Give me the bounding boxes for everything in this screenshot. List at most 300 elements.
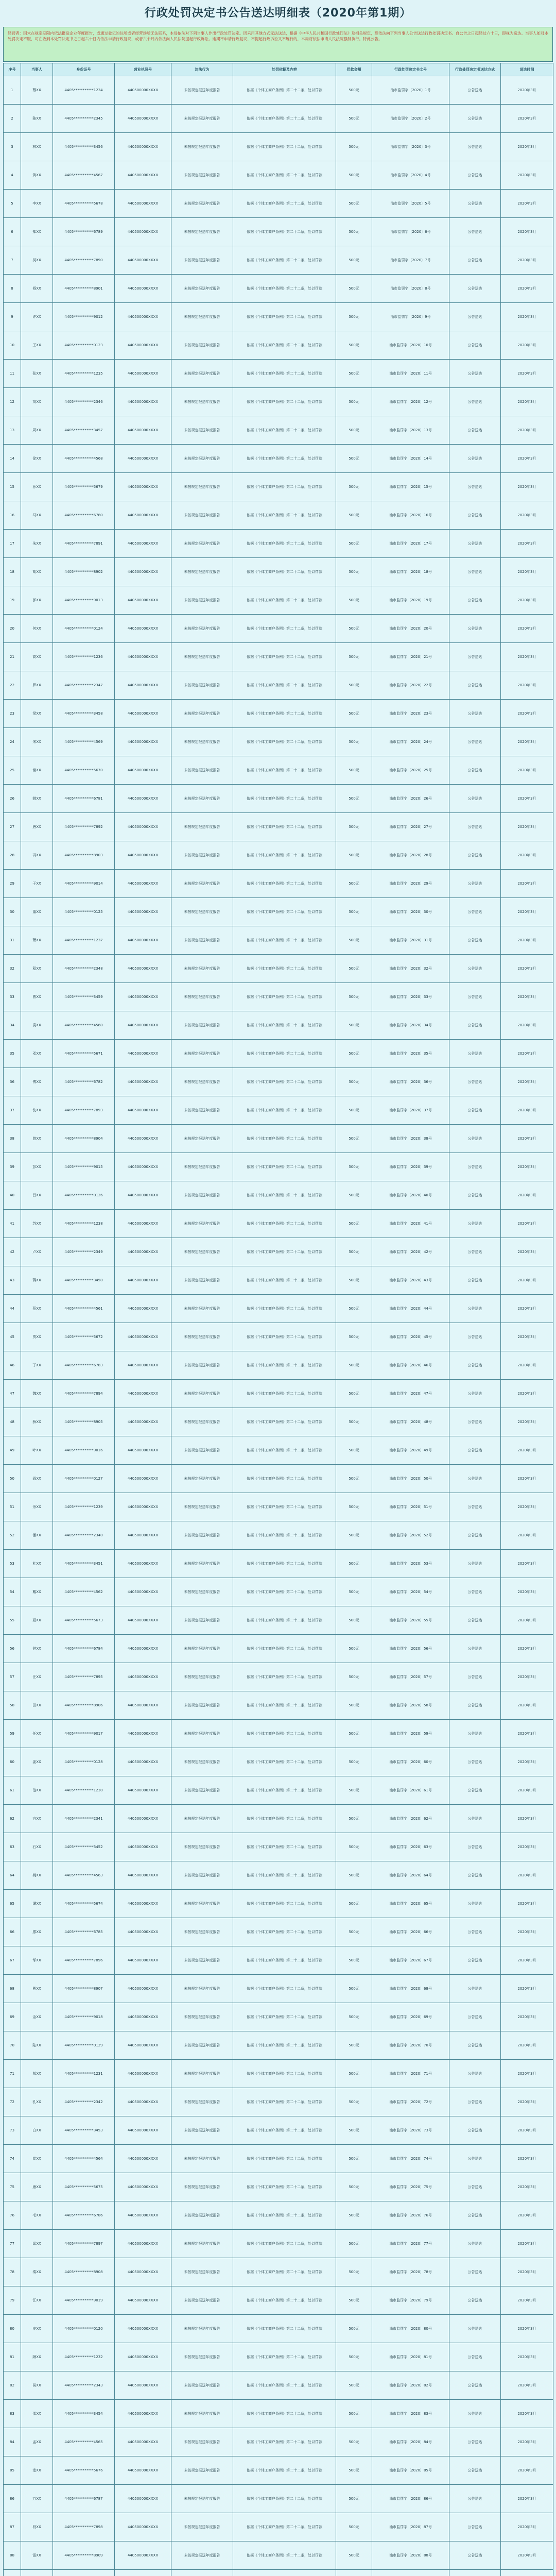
table-cell: 白XX <box>21 2116 53 2145</box>
table-cell: 500元 <box>336 2485 372 2513</box>
table-cell: 2020年3月 <box>501 1720 553 1748</box>
table-cell: 440500000XXXX <box>115 1720 171 1748</box>
table-row <box>4 1181 553 1210</box>
table-cell: 未按规定报送年度报告 <box>171 2343 233 2371</box>
table-cell: 汕市监罚字〔2020〕86号 <box>372 2485 449 2513</box>
table-cell: 2020年3月 <box>501 700 553 728</box>
table-cell: 马XX <box>21 501 53 530</box>
table-cell: 公告送达 <box>449 1918 501 1946</box>
table-cell: 56 <box>4 1635 21 1663</box>
table-cell: 依据《个体工商户条例》第二十二条，处以罚款 <box>233 388 336 416</box>
table-cell: 公告送达 <box>449 501 501 530</box>
table-cell: 公告送达 <box>449 671 501 700</box>
table-cell: 依据《个体工商户条例》第二十二条，处以罚款 <box>233 1125 336 1153</box>
table-cell: 2020年3月 <box>501 1068 553 1096</box>
table-row <box>4 1833 553 1861</box>
table-cell: 依据《个体工商户条例》第二十二条，处以罚款 <box>233 1635 336 1663</box>
table-cell: 未按规定报送年度报告 <box>171 1578 233 1606</box>
column-header: 处罚依据及内容 <box>233 63 336 76</box>
table-cell: 汕市监罚字〔2020〕88号 <box>372 2541 449 2570</box>
table-cell: 4405***********4568 <box>53 445 115 473</box>
table-row <box>4 2343 553 2371</box>
table-cell: 依据《个体工商户条例》第二十二条，处以罚款 <box>233 1606 336 1635</box>
table-cell: 吕XX <box>21 1181 53 1210</box>
table-cell: 袁XX <box>21 1011 53 1040</box>
table-cell: 汕市监罚字〔2020〕11号 <box>372 360 449 388</box>
table-cell: 440500000XXXX <box>115 388 171 416</box>
table-cell: 孔XX <box>21 2088 53 2116</box>
table-cell: 依据《个体工商户条例》第二十二条，处以罚款 <box>233 2541 336 2570</box>
table-cell: 丁XX <box>21 1351 53 1380</box>
table-cell: 公告送达 <box>449 331 501 360</box>
table-cell: 张XX <box>21 360 53 388</box>
table-cell: 440500000XXXX <box>115 501 171 530</box>
table-cell: 依据《个体工商户条例》第二十二条，处以罚款 <box>233 2201 336 2230</box>
table-cell: 4405***********9019 <box>53 2286 115 2315</box>
table-row <box>4 1550 553 1578</box>
table-cell: 汕市监罚字〔2020〕41号 <box>372 1210 449 1238</box>
table-cell: 1 <box>4 76 21 105</box>
table-cell: 公告送达 <box>449 1465 501 1493</box>
table-cell: 12 <box>4 388 21 416</box>
table-cell: 汕市监罚字〔2020〕51号 <box>372 1493 449 1521</box>
table-cell: 公告送达 <box>449 1493 501 1521</box>
table-cell: 440500000XXXX <box>115 1408 171 1436</box>
table-cell: 440500000XXXX <box>115 1125 171 1153</box>
table-row <box>4 1323 553 1351</box>
table-cell: 2020年3月 <box>501 1776 553 1805</box>
table-cell: 依据《个体工商户条例》第二十二条，处以罚款 <box>233 2371 336 2400</box>
table-cell: 500元 <box>336 756 372 785</box>
table-row <box>4 1578 553 1606</box>
table-cell: 500元 <box>336 1068 372 1096</box>
table-cell: 5 <box>4 190 21 218</box>
table-cell: 53 <box>4 1550 21 1578</box>
table-cell: 440500000XXXX <box>115 2173 171 2201</box>
table-cell <box>21 2570 53 2576</box>
table-cell: 公告送达 <box>449 1096 501 1125</box>
table-cell: 500元 <box>336 2286 372 2315</box>
column-header: 违法行为 <box>171 63 233 76</box>
table-cell: 公告送达 <box>449 558 501 586</box>
table-cell: 500元 <box>336 190 372 218</box>
table-cell: 未按规定报送年度报告 <box>171 246 233 275</box>
table-cell: 440500000XXXX <box>115 1776 171 1805</box>
table-cell: 依据《个体工商户条例》第二十二条，处以罚款 <box>233 1380 336 1408</box>
table-cell: 王XX <box>21 331 53 360</box>
table-cell: 依据《个体工商户条例》第二十二条，处以罚款 <box>233 1465 336 1493</box>
table-cell: 500元 <box>336 360 372 388</box>
table-cell: 4405***********0127 <box>53 1465 115 1493</box>
table-cell: 姜XX <box>21 1748 53 1776</box>
table-row <box>4 955 553 983</box>
table-cell: 未按规定报送年度报告 <box>171 615 233 643</box>
table-row <box>4 2258 553 2286</box>
table-cell: 4405***********2346 <box>53 388 115 416</box>
table-cell: 汕市监罚字〔2020〕9号 <box>372 303 449 331</box>
table-cell: 2020年3月 <box>501 275 553 303</box>
table-cell: 梁XX <box>21 700 53 728</box>
table-cell: 汕市监罚字〔2020〕40号 <box>372 1181 449 1210</box>
table-cell: 公告送达 <box>449 161 501 190</box>
table-cell: 500元 <box>336 303 372 331</box>
table-cell: 440500000XXXX <box>115 1975 171 2003</box>
table-cell: 440500000XXXX <box>115 898 171 926</box>
table-cell: 依据《个体工商户条例》第二十二条，处以罚款 <box>233 728 336 756</box>
table-cell: 500元 <box>336 246 372 275</box>
table-cell: 500元 <box>336 2173 372 2201</box>
table-cell: 阎XX <box>21 1465 53 1493</box>
table-cell: 4405***********5670 <box>53 756 115 785</box>
table-cell: 依据《个体工商户条例》第二十二条，处以罚款 <box>233 1266 336 1295</box>
table-row <box>4 2485 553 2513</box>
table-cell: 郑XX <box>21 218 53 246</box>
table-cell: 公告送达 <box>449 416 501 445</box>
table-cell: 41 <box>4 1210 21 1238</box>
table-cell: 公告送达 <box>449 388 501 416</box>
table-row <box>4 246 553 275</box>
table-cell: 邓XX <box>21 1040 53 1068</box>
table-cell: 440500000XXXX <box>115 416 171 445</box>
table-cell: 2020年3月 <box>501 2230 553 2258</box>
table-cell: 汕市监罚字〔2020〕36号 <box>372 1068 449 1096</box>
table-cell: 2020年3月 <box>501 1351 553 1380</box>
table-cell: 440500000XXXX <box>115 133 171 161</box>
table-cell: 4405***********2340 <box>53 1521 115 1550</box>
table-cell: 依据《个体工商户条例》第二十二条，处以罚款 <box>233 1493 336 1521</box>
table-cell: 公告送达 <box>449 870 501 898</box>
table-cell: 2020年3月 <box>501 615 553 643</box>
column-header: 序号 <box>4 63 21 76</box>
table-cell <box>336 2570 372 2576</box>
table-cell: 440500000XXXX <box>115 1521 171 1550</box>
table-cell: 4405***********6780 <box>53 501 115 530</box>
table-cell: 500元 <box>336 1748 372 1776</box>
table-cell: 胡XX <box>21 558 53 586</box>
table-cell: 谭XX <box>21 1890 53 1918</box>
table-row <box>4 2513 553 2541</box>
table-cell: 4405***********6789 <box>53 218 115 246</box>
table-cell: 440500000XXXX <box>115 785 171 813</box>
table-cell: 30 <box>4 898 21 926</box>
table-cell: 依据《个体工商户条例》第二十二条，处以罚款 <box>233 2173 336 2201</box>
table-cell: 500元 <box>336 785 372 813</box>
table-cell: 公告送达 <box>449 898 501 926</box>
table-cell: 汕市监罚字〔2020〕30号 <box>372 898 449 926</box>
table-cell: 77 <box>4 2230 21 2258</box>
table-cell: 500元 <box>336 1351 372 1380</box>
table-cell: 75 <box>4 2173 21 2201</box>
table-cell: 公告送达 <box>449 841 501 870</box>
table-cell: 59 <box>4 1720 21 1748</box>
table-cell: 2020年3月 <box>501 2088 553 2116</box>
table-cell: 24 <box>4 728 21 756</box>
table-cell: 公告送达 <box>449 926 501 955</box>
table-cell: 汕市监罚字〔2020〕72号 <box>372 2088 449 2116</box>
table-cell: 500元 <box>336 1691 372 1720</box>
table-cell: 未按规定报送年度报告 <box>171 1493 233 1521</box>
table-cell: 未按规定报送年度报告 <box>171 671 233 700</box>
table-cell: 14 <box>4 445 21 473</box>
table-cell: 2020年3月 <box>501 926 553 955</box>
table-cell: 依据《个体工商户条例》第二十二条，处以罚款 <box>233 1975 336 2003</box>
table-cell: 史XX <box>21 2315 53 2343</box>
table-cell: 45 <box>4 1323 21 1351</box>
table-cell: 2020年3月 <box>501 1096 553 1125</box>
table-cell: 未按规定报送年度报告 <box>171 1380 233 1408</box>
table-row <box>4 700 553 728</box>
table-cell: 500元 <box>336 671 372 700</box>
table-cell: 4405***********1234 <box>53 76 115 105</box>
table-cell: 汕市监罚字〔2020〕34号 <box>372 1011 449 1040</box>
table-cell: 曹XX <box>21 983 53 1011</box>
table-cell <box>233 2570 336 2576</box>
table-cell: 500元 <box>336 926 372 955</box>
table-cell: 2020年3月 <box>501 1436 553 1465</box>
table-cell: 4405***********1230 <box>53 1776 115 1805</box>
table-cell: 未按规定报送年度报告 <box>171 2173 233 2201</box>
table-cell: 未按规定报送年度报告 <box>171 1720 233 1748</box>
table-cell: 公告送达 <box>449 2003 501 2031</box>
table-cell: 汕市监罚字〔2020〕63号 <box>372 1833 449 1861</box>
table-cell: 440500000XXXX <box>115 983 171 1011</box>
table-cell: 83 <box>4 2400 21 2428</box>
table-row <box>4 671 553 700</box>
table-cell: 440500000XXXX <box>115 1351 171 1380</box>
table-cell: 公告送达 <box>449 1521 501 1550</box>
table-cell: 顾XX <box>21 2343 53 2371</box>
table-cell: 未按规定报送年度报告 <box>171 2371 233 2400</box>
table-cell: 依据《个体工商户条例》第二十二条，处以罚款 <box>233 955 336 983</box>
table-row <box>4 2570 553 2576</box>
table-cell: 2020年3月 <box>501 2513 553 2541</box>
table-cell: 500元 <box>336 1238 372 1266</box>
table-cell: 4405***********8903 <box>53 841 115 870</box>
table-cell: 34 <box>4 1011 21 1040</box>
table-cell: 65 <box>4 1890 21 1918</box>
table-cell: 4405***********9017 <box>53 1720 115 1748</box>
table-cell: 4405***********4560 <box>53 1011 115 1040</box>
table-cell: 81 <box>4 2343 21 2371</box>
table-cell: 未按规定报送年度报告 <box>171 1946 233 1975</box>
table-cell: 440500000XXXX <box>115 218 171 246</box>
table-cell: 4405***********6787 <box>53 2485 115 2513</box>
table-cell: 潘XX <box>21 1521 53 1550</box>
table-cell: 2020年3月 <box>501 2060 553 2088</box>
table-cell: 蒋XX <box>21 1266 53 1295</box>
table-cell: 500元 <box>336 2116 372 2145</box>
table-cell: 17 <box>4 530 21 558</box>
column-header: 行政处罚决定书送达方式 <box>449 63 501 76</box>
table-cell: 依据《个体工商户条例》第二十二条，处以罚款 <box>233 1776 336 1805</box>
table-row <box>4 530 553 558</box>
table-cell: 公告送达 <box>449 756 501 785</box>
table-cell: 47 <box>4 1380 21 1408</box>
table-cell: 500元 <box>336 2400 372 2428</box>
table-cell: 500元 <box>336 1521 372 1550</box>
table-cell: 汕市监罚字〔2020〕16号 <box>372 501 449 530</box>
table-row <box>4 360 553 388</box>
table-cell: 2020年3月 <box>501 445 553 473</box>
column-header: 罚款金额 <box>336 63 372 76</box>
table-cell: 叶XX <box>21 1436 53 1465</box>
table-cell: 公告送达 <box>449 1805 501 1833</box>
table-row <box>4 1805 553 1833</box>
table-cell: 4405***********4562 <box>53 1578 115 1606</box>
table-cell: 63 <box>4 1833 21 1861</box>
table-cell: 440500000XXXX <box>115 105 171 133</box>
table-cell: 440500000XXXX <box>115 1550 171 1578</box>
table-cell: 未按规定报送年度报告 <box>171 1125 233 1153</box>
table-cell: 公告送达 <box>449 218 501 246</box>
table-cell: 汕市监罚字〔2020〕77号 <box>372 2230 449 2258</box>
table-cell: 未按规定报送年度报告 <box>171 2088 233 2116</box>
table-cell: 4405***********6786 <box>53 2201 115 2230</box>
table-cell: 依据《个体工商户条例》第二十二条，处以罚款 <box>233 898 336 926</box>
table-cell: 440500000XXXX <box>115 2060 171 2088</box>
table-cell: 440500000XXXX <box>115 615 171 643</box>
table-row <box>4 2201 553 2230</box>
table-cell: 2020年3月 <box>501 1833 553 1861</box>
table-cell: 汕市监罚字〔2020〕80号 <box>372 2315 449 2343</box>
table-cell: 440500000XXXX <box>115 161 171 190</box>
table-cell: 李XX <box>21 190 53 218</box>
table-cell: 84 <box>4 2428 21 2456</box>
table-cell: 43 <box>4 1266 21 1295</box>
table-cell: 未按规定报送年度报告 <box>171 2400 233 2428</box>
table-cell: 依据《个体工商户条例》第二十二条，处以罚款 <box>233 2258 336 2286</box>
table-row <box>4 1380 553 1408</box>
table-cell: 公告送达 <box>449 2286 501 2315</box>
table-cell: 沈XX <box>21 1096 53 1125</box>
table-cell: 440500000XXXX <box>115 2456 171 2485</box>
table-cell: 傅XX <box>21 1068 53 1096</box>
table-cell: 未按规定报送年度报告 <box>171 530 233 558</box>
table-cell: 公告送达 <box>449 2428 501 2456</box>
table-cell: 汕市监罚字〔2020〕52号 <box>372 1521 449 1550</box>
table-cell: 76 <box>4 2201 21 2230</box>
table-cell: 汕市监罚字〔2020〕47号 <box>372 1380 449 1408</box>
table-cell: 4405***********7898 <box>53 2513 115 2541</box>
table-cell: 2020年3月 <box>501 1861 553 1890</box>
table-cell: 4405***********2349 <box>53 1238 115 1266</box>
table-cell: 熊XX <box>21 1975 53 2003</box>
table-cell: 440500000XXXX <box>115 1295 171 1323</box>
table-cell: 依据《个体工商户条例》第二十二条，处以罚款 <box>233 1351 336 1380</box>
table-cell: 440500000XXXX <box>115 671 171 700</box>
table-cell: 500元 <box>336 530 372 558</box>
table-cell: 郝XX <box>21 2060 53 2088</box>
table-cell: 汕市监罚字〔2020〕67号 <box>372 1946 449 1975</box>
table-cell: 440500000XXXX <box>115 1861 171 1890</box>
table-cell: 谢XX <box>21 756 53 785</box>
table-cell: 4405***********8901 <box>53 275 115 303</box>
table-row <box>4 785 553 813</box>
table-cell: 2020年3月 <box>501 190 553 218</box>
table-cell: 未按规定报送年度报告 <box>171 218 233 246</box>
table-header <box>4 63 553 76</box>
table-cell: 440500000XXXX <box>115 1918 171 1946</box>
table-cell: 未按规定报送年度报告 <box>171 1210 233 1238</box>
table-cell: 500元 <box>336 1295 372 1323</box>
table-cell: 440500000XXXX <box>115 1663 171 1691</box>
table-cell: 44 <box>4 1295 21 1323</box>
table-cell: 500元 <box>336 2541 372 2570</box>
table-cell <box>171 2570 233 2576</box>
table-cell: 500元 <box>336 983 372 1011</box>
table-cell: 440500000XXXX <box>115 756 171 785</box>
table-cell: 汕市监罚字〔2020〕21号 <box>372 643 449 671</box>
table-cell: 4405***********3459 <box>53 983 115 1011</box>
table-cell: 440500000XXXX <box>115 2258 171 2286</box>
table-cell: 2020年3月 <box>501 558 553 586</box>
table-cell: 440500000XXXX <box>115 2145 171 2173</box>
table-cell: 依据《个体工商户条例》第二十二条，处以罚款 <box>233 218 336 246</box>
table-cell: 依据《个体工商户条例》第二十二条，处以罚款 <box>233 2513 336 2541</box>
table-cell: 依据《个体工商户条例》第二十二条，处以罚款 <box>233 275 336 303</box>
table-row <box>4 1720 553 1748</box>
table-cell: 4405***********1239 <box>53 1493 115 1521</box>
table-cell: 汕市监罚字〔2020〕69号 <box>372 2003 449 2031</box>
table-cell: 依据《个体工商户条例》第二十二条，处以罚款 <box>233 671 336 700</box>
table-cell: 4405***********0128 <box>53 1748 115 1776</box>
table-row <box>4 331 553 360</box>
table-cell: 500元 <box>336 2456 372 2485</box>
table-cell: 2 <box>4 105 21 133</box>
table-cell: 500元 <box>336 1720 372 1748</box>
table-cell: 公告送达 <box>449 1238 501 1266</box>
table-cell: 440500000XXXX <box>115 275 171 303</box>
table-cell: 2020年3月 <box>501 2315 553 2343</box>
table-row <box>4 2145 553 2173</box>
table-cell: 2020年3月 <box>501 2400 553 2428</box>
table-cell: 朱XX <box>21 530 53 558</box>
table-cell: 汕市监罚字〔2020〕44号 <box>372 1295 449 1323</box>
table-row <box>4 2031 553 2060</box>
table-cell: 汕市监罚字〔2020〕65号 <box>372 1890 449 1918</box>
table-cell: 未按规定报送年度报告 <box>171 105 233 133</box>
table-cell: 邵XX <box>21 2400 53 2428</box>
table-cell: 汕市监罚字〔2020〕73号 <box>372 2116 449 2145</box>
table-cell: 公告送达 <box>449 246 501 275</box>
table-cell: 钟XX <box>21 1635 53 1663</box>
table-cell: 未按规定报送年度报告 <box>171 1181 233 1210</box>
table-cell: 依据《个体工商户条例》第二十二条，处以罚款 <box>233 2031 336 2060</box>
table-cell: 78 <box>4 2258 21 2286</box>
table-cell: 范XX <box>21 1776 53 1805</box>
table-cell: 22 <box>4 671 21 700</box>
table-cell: 500元 <box>336 870 372 898</box>
table-cell: 4405***********8909 <box>53 2541 115 2570</box>
table-cell: 金XX <box>21 2003 53 2031</box>
table-cell: 未按规定报送年度报告 <box>171 331 233 360</box>
table-cell: 2020年3月 <box>501 728 553 756</box>
table-cell: 依据《个体工商户条例》第二十二条，处以罚款 <box>233 870 336 898</box>
table-cell: 公告送达 <box>449 1181 501 1210</box>
table-cell <box>372 2570 449 2576</box>
table-cell: 440500000XXXX <box>115 2286 171 2315</box>
table-row <box>4 1351 553 1380</box>
table-cell: 依据《个体工商户条例》第二十二条，处以罚款 <box>233 1550 336 1578</box>
table-row <box>4 2371 553 2400</box>
table-cell: 汕市监罚字〔2020〕39号 <box>372 1153 449 1181</box>
table-cell: 未按规定报送年度报告 <box>171 841 233 870</box>
table-cell: 440500000XXXX <box>115 2428 171 2456</box>
table-cell: 依据《个体工商户条例》第二十二条，处以罚款 <box>233 473 336 501</box>
table-cell: 4405***********0124 <box>53 615 115 643</box>
table-cell: 440500000XXXX <box>115 190 171 218</box>
table-cell: 公告送达 <box>449 445 501 473</box>
